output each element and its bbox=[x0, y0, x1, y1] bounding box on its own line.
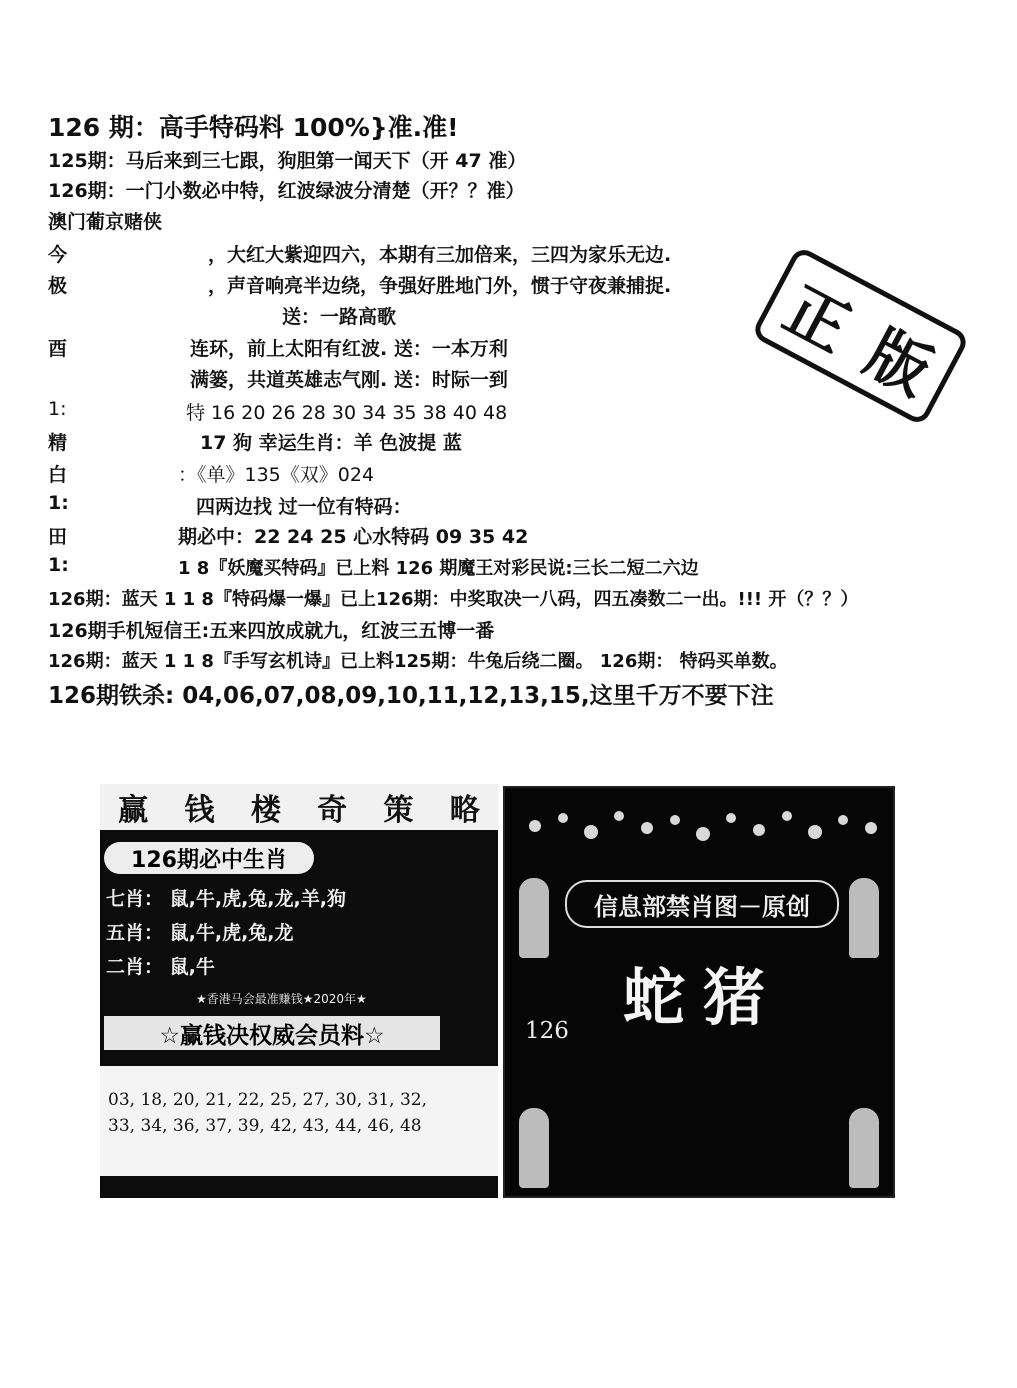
text-line-fragment: 送：一路高歌 bbox=[282, 306, 397, 328]
clipped-fragment: 极 bbox=[48, 275, 68, 297]
stamp-char: 正 bbox=[772, 271, 862, 366]
banned-zodiac-text: 蛇猪 bbox=[623, 961, 784, 1034]
page-title: 126 期：高手特码料 100%}准.准! bbox=[48, 113, 459, 142]
portrait-icon bbox=[519, 878, 549, 958]
info-dept-title: 信息部禁肖图－原创 bbox=[565, 880, 839, 928]
member-title: ☆赢钱决权威会员料☆ bbox=[104, 1016, 440, 1050]
clipped-fragment: 1: bbox=[48, 398, 67, 420]
text-line-fragment: 四两边找 过一位有特码： bbox=[196, 496, 412, 518]
clipped-fragment: 今 bbox=[48, 244, 68, 266]
must-win-zodiac-title: 126期必中生肖 bbox=[104, 842, 314, 874]
clipped-fragment: 1: bbox=[48, 492, 69, 514]
text-line-fragment: 连环，前上太阳有红波. 送：一本万利 bbox=[190, 338, 508, 360]
banner-char: 赢 bbox=[118, 793, 149, 828]
text-line-fragment: ，声音响亮半边绕，争强好胜地门外，惯于守夜兼捕捉. bbox=[208, 275, 672, 297]
stamp-char: 版 bbox=[854, 315, 944, 409]
clipped-fragment: 1: bbox=[48, 554, 69, 576]
clipped-fragment: 白 bbox=[48, 464, 68, 486]
zodiac-row-two: 二肖： 鼠,牛 bbox=[106, 956, 215, 978]
portrait-icon bbox=[849, 878, 879, 958]
text-line-125-horse: 125期：马后来到三七跟，狗胆第一闻天下（开 47 准） bbox=[48, 150, 527, 172]
numbers-row: 33, 34, 36, 37, 39, 42, 43, 44, 46, 48 bbox=[108, 1116, 422, 1136]
text-line-fragment: 满篓，共道英雄志气刚. 送：时际一到 bbox=[190, 369, 508, 391]
zodiac-row-label: 二肖 bbox=[106, 956, 145, 978]
numbers-row: 03, 18, 20, 21, 22, 25, 27, 30, 31, 32, bbox=[108, 1090, 427, 1110]
small-note: ★香港马会最准赚钱★2020年★ bbox=[196, 992, 367, 1006]
zodiac-row-seven: 七肖： 鼠,牛,虎,兔,龙,羊,狗 bbox=[106, 888, 346, 910]
banner-char: 楼 bbox=[250, 793, 281, 828]
text-line-sms-king: 126期手机短信王:五来四放成就九，红波三五博一番 bbox=[48, 620, 495, 642]
flower-decoration-icon bbox=[515, 796, 887, 856]
banner-char: 奇 bbox=[317, 793, 348, 828]
right-zodiac-image bbox=[503, 786, 895, 1198]
clipped-fragment: 精 bbox=[48, 432, 68, 454]
banner-char: 策 bbox=[383, 793, 414, 828]
zodiac-row-label: 七肖 bbox=[106, 888, 145, 910]
text-line-odd-even: ：《单》135《双》024 bbox=[178, 464, 375, 486]
text-line-demon-king: 1 8『妖魔买特码』已上料 126 期魔王对彩民说:三长二短二六边 bbox=[178, 558, 699, 579]
clipped-fragment: 田 bbox=[48, 526, 68, 548]
banner-char: 钱 bbox=[184, 793, 215, 828]
issue-number: 126 bbox=[525, 1018, 569, 1044]
strategy-banner bbox=[100, 784, 498, 830]
authentic-stamp bbox=[750, 245, 970, 427]
zodiac-row-value: 鼠,牛 bbox=[169, 956, 215, 978]
text-line-126-small-number: 126期：一门小数必中特，红波绿波分清楚（开？？准） bbox=[48, 180, 525, 202]
text-line-lucky-zodiac: 17 狗 幸运生肖：羊 色波提 蓝 bbox=[200, 432, 462, 454]
text-line-numbers: 特 16 20 26 28 30 34 35 38 40 48 bbox=[186, 402, 508, 424]
text-line-fragment: ，大红大紫迎四六，本期有三加倍来，三四为家乐无边. bbox=[208, 244, 672, 266]
text-line-handwritten-poem: 126期：蓝天 1 1 8『手写玄机诗』已上料125期：牛兔后绕二圈。 126期： 特码买单数。 bbox=[48, 651, 788, 672]
banner-char: 略 bbox=[449, 793, 480, 828]
portrait-icon bbox=[519, 1108, 549, 1188]
section-heading-macau: 澳门葡京赌侠 bbox=[48, 211, 163, 233]
zodiac-row-five: 五肖： 鼠,牛,虎,兔,龙 bbox=[106, 922, 294, 944]
clipped-fragment: 酉 bbox=[48, 338, 68, 360]
numbers-box bbox=[100, 1066, 498, 1176]
zodiac-row-value: 鼠,牛,虎,兔,龙 bbox=[169, 922, 294, 944]
text-line-must-win: 期必中：22 24 25 心水特码 09 35 42 bbox=[178, 526, 529, 548]
zodiac-row-value: 鼠,牛,虎,兔,龙,羊,狗 bbox=[169, 888, 346, 910]
zodiac-row-label: 五肖 bbox=[106, 922, 145, 944]
text-line-blue-sky-118: 126期：蓝天 1 1 8『特码爆一爆』已上126期：中奖取决一八码，四五凑数二一出。!!! 开（？？） bbox=[48, 589, 859, 610]
text-line-iron-kill: 126期铁杀: 04,06,07,08,09,10,11,12,13,15,这里千万不要下注 bbox=[48, 683, 774, 709]
left-strategy-image bbox=[100, 784, 498, 1198]
portrait-icon bbox=[849, 1108, 879, 1188]
